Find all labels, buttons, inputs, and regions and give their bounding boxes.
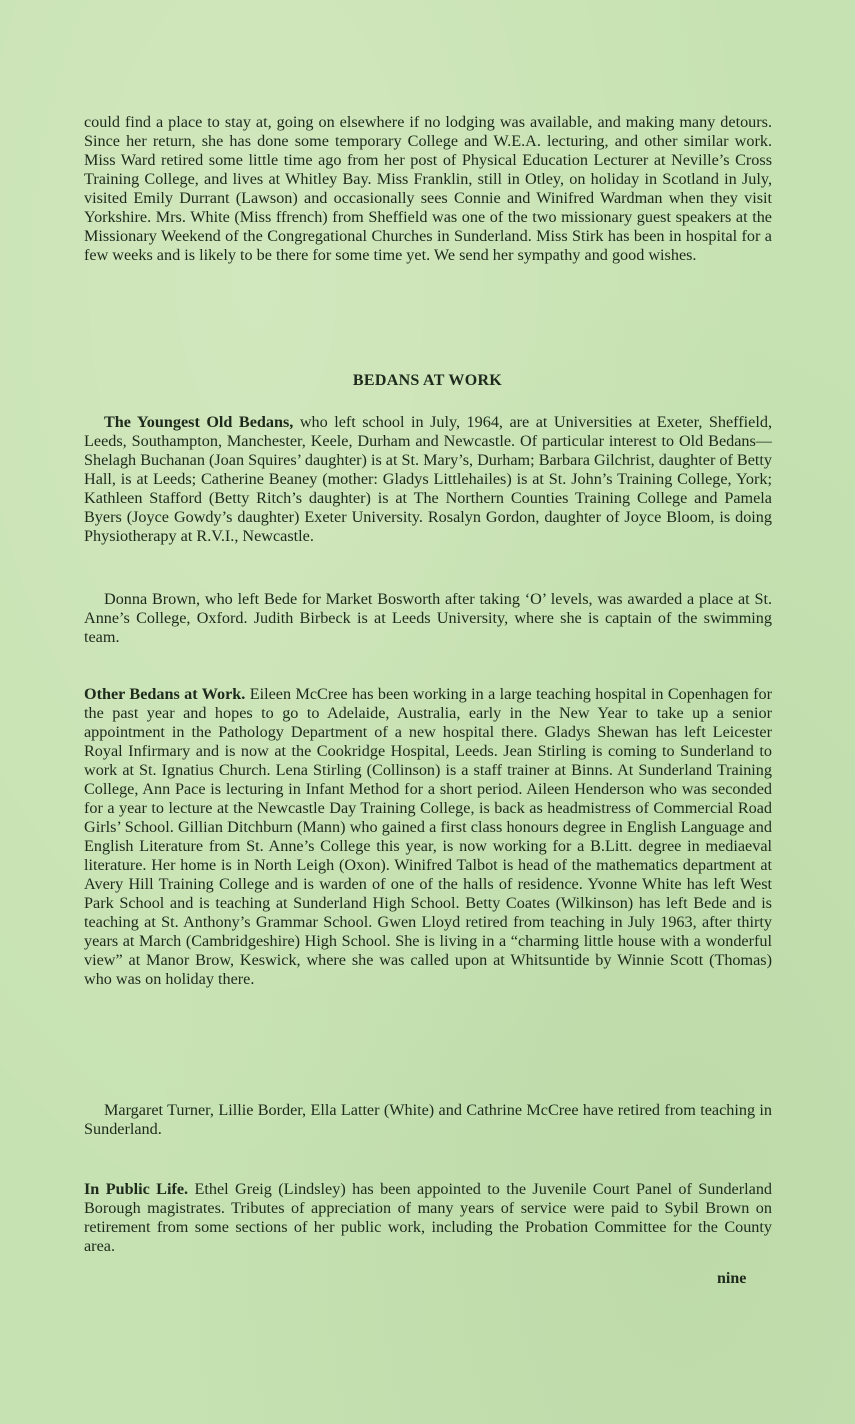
section-heading: BEDANS AT WORK	[352, 372, 503, 389]
donna-paragraph	[84, 590, 772, 647]
public-lead: In Public Life.	[84, 1180, 189, 1198]
intro-text: could find a place to stay at, going on elsewhere if no lodging was available, and making many detours. Since her return, she has done some temporary College and W.E.A. lecturing, and other similar work. Miss Ward retired some little time ago from her post of Physical Education Lecturer at Neville’s Cross Training College, and lives at Whitley Bay. Miss Franklin, still in Otley, on holiday in Scotland in July, visited Emily Durrant (Lawson) and occasionally sees Connie and Winifred Wardman when they visit Yorkshire. Mrs. White (Miss ffrench) from Sheffield was one of the two missionary guest speakers at the Missionary Weekend of the Congregational Churches in Sunderland. Miss Stirk has been in hospital for a few weeks and is likely to be there for some time yet. We send her sympathy and good wishes.	[84, 113, 772, 264]
other-lead: Other Bedans at Work.	[84, 685, 246, 703]
youngest-text: who left school in July, 1964, are at Universities at Exeter, Sheffield, Leeds, Southampton, Manchester, Keele, Durham and Newcastle. Of particular interest to Old Bedans—Shelagh Buchanan (Joan Squires’ daughter) is at St. Mary’s, Durham; Barbara Gilchrist, daughter of Betty Hall, is at Leeds; Catherine Beaney (mother: Gladys Littlehailes) is at St. John’s Training College, York; Kathleen Stafford (Betty Ritch’s daughter) is at The Northern Counties Training College and Pamela Byers (Joyce Gowdy’s daughter) Exeter University. Rosalyn Gordon, daughter of Joyce Bloom, is doing Physiotherapy at R.V.I., Newcastle.	[84, 413, 772, 545]
page-number: nine	[717, 1270, 747, 1287]
retired-paragraph	[84, 1101, 772, 1139]
other-text: Eileen McCree has been working in a large teaching hospital in Copenhagen for the past year and hopes to go to Adelaide, Australia, early in the New Year to take up a senior appointment in the Pathology Department of a new hospital there. Gladys Shewan has left Leicester Royal Infirmary and is now at the Cookridge Hospital, Leeds. Jean Stirling is coming to Sunderland to work at St. Ignatius Church. Lena Stirling (Collinson) is a staff trainer at Binns. At Sunderland Training College, Ann Pace is lecturing in Infant Method for a short period. Aileen Henderson who was seconded for a year to lecture at the Newcastle Day Training College, is back as headmistress of Commercial Road Girls’ School. Gillian Ditchburn (Mann) who gained a first class honours degree in English Language and English Literature from St. Anne’s College this year, is now working for a B.Litt. degree in mediaeval literature. Her home is in North Leigh (Oxon). Winifred Talbot is head of the mathematics department at Avery Hill Training College and is warden of one of the halls of residence. Yvonne White has left West Park School and is teaching at Sunderland High School. Betty Coates (Wilkinson) has left Bede and is teaching at St. Anthony’s Grammar School. Gwen Lloyd retired from teaching in July 1963, after thirty years at March (Cambridgeshire) High School. She is living in a “charming little house with a wonderful view” at Manor Brow, Keswick, where she was called upon at Whitsuntide by Winnie Scott (Thomas) who was on holiday there.	[84, 685, 772, 988]
retired-text: Margaret Turner, Lillie Border, Ella Latter (White) and Cathrine McCree have retired from teaching in Sunderland.	[84, 1101, 772, 1138]
public-life-paragraph	[84, 1180, 772, 1256]
other-bedans-paragraph	[84, 685, 772, 989]
public-text: Ethel Greig (Lindsley) has been appointed to the Juvenile Court Panel of Sunderland Borough magistrates. Tributes of appreciation of many years of service were paid to Sybil Brown on retirement from some sections of her public work, including the Probation Committee for the County area.	[84, 1180, 773, 1255]
youngest-paragraph	[84, 413, 772, 546]
donna-text: Donna Brown, who left Bede for Market Bosworth after taking ‘O’ levels, was awarded a place at St. Anne’s College, Oxford. Judith Birbeck is at Leeds University, where she is captain of the swimming team.	[84, 590, 772, 646]
youngest-lead: The Youngest Old Bedans,	[104, 413, 294, 431]
intro-paragraph	[84, 113, 772, 265]
